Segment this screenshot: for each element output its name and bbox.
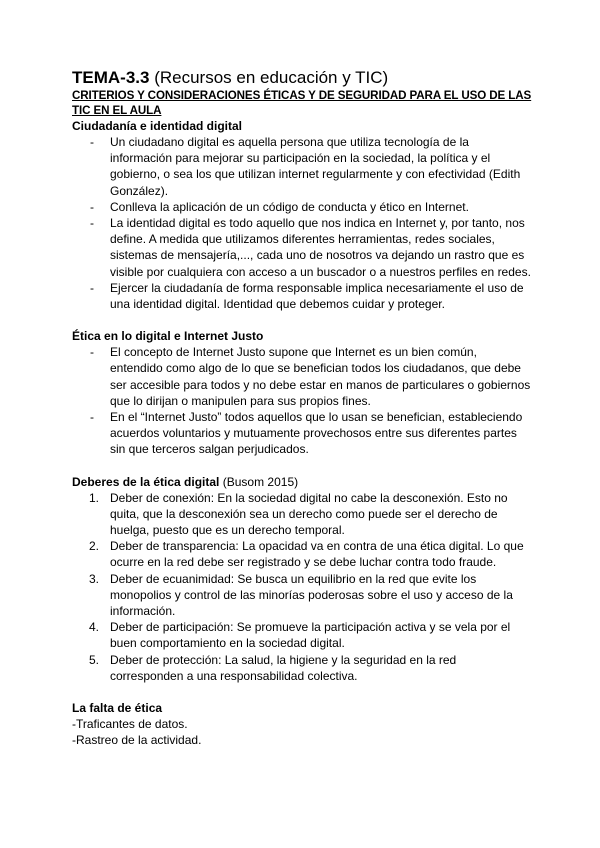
spacer (72, 312, 532, 328)
item-number: 1. (89, 490, 100, 505)
document-page (72, 68, 532, 749)
list-ciudadania (72, 134, 532, 312)
item-text: Deber de ecuanimidad: Se busca un equilibrio en la red que evite los monopolios y control de las minorías poderosas sobre el uso y acceso de la información. (110, 571, 513, 619)
list-deberes (72, 490, 532, 684)
list-item: - Un ciudadano digital es aquella persona que utiliza tecnología de la información para mejorar su participación en la sociedad, la política y el gobierno, o sea los que utilizan internet regularmente y con efectividad (Edith González). (110, 134, 532, 199)
item-number: 5. (89, 652, 100, 667)
page-subtitle: CRITERIOS Y CONSIDERACIONES ÉTICAS Y DE SEGURIDAD PARA EL USO DE LAS TIC EN EL AULA (72, 89, 532, 117)
deberes-heading-text: Deberes de la ética digital (72, 474, 220, 489)
title-topic: (Recursos en educación y TIC) (149, 68, 389, 87)
numbered-item (89, 571, 532, 620)
page-title (72, 68, 532, 88)
section-heading-ciudadania: Ciudadanía e identidad digital (72, 119, 243, 133)
text-line: -Traficantes de datos. (72, 717, 188, 732)
section-heading-etica: Ética en lo digital e Internet Justo (72, 329, 264, 344)
list-item: - En el “Internet Justo” todos aquellos que lo usan se benefician, estableciendo acuerdos voluntarios y mutuamente provechosos entre sus diferentes partes sin que terceros salgan perjudicados. (110, 409, 532, 458)
item-text: Deber de protección: La salud, la higiene y la seguridad en la red corresponden a una responsabilidad colectiva. (110, 652, 457, 683)
item-text: Deber de participación: Se promueve la participación activa y se vela por el buen comportamiento en la sociedad digital. (110, 620, 511, 651)
list-item: - La identidad digital es todo aquello que nos indica en Internet y, por tanto, nos define. A medida que utilizamos diferentes herramientas, redes sociales, sistemas de mensajería,..., cada uno de nosotros va dejando un rastro que es visible por cualquiera con acceso a un buscador o a nuestros perfiles en redes. (110, 215, 532, 280)
item-number: 4. (89, 620, 100, 635)
numbered-item (89, 619, 532, 651)
list-item: - El concepto de Internet Justo supone que Internet es un bien común, entendido como algo de lo que se benefician todos los ciudadanos, que debe ser accesible para todos y no debe estar en manos de particulares o gobiernos que lo dirijan o manipulen para sus propios fines. (110, 344, 532, 409)
numbered-item (89, 652, 532, 684)
numbered-item (89, 538, 532, 570)
item-number: 2. (89, 539, 100, 554)
spacer (72, 684, 532, 700)
list-etica (72, 344, 532, 457)
list-item: - Conlleva la aplicación de un código de conducta y ético en Internet. (110, 199, 532, 215)
item-number: 3. (89, 571, 100, 586)
deberes-heading-citation: (Busom 2015) (219, 474, 299, 489)
item-text: Deber de transparencia: La opacidad va en contra de una ética digital. Lo que ocurre en la red debe ser registrado y se debe luchar contra todo fraude. (110, 539, 524, 570)
section-heading-falta-etica: La falta de ética (72, 701, 163, 716)
spacer (72, 458, 532, 474)
title-code: TEMA-3.3 (72, 68, 150, 87)
item-text: Deber de conexión: En la sociedad digital no cabe la desconexión. Esto no quita, que la desconexión sea un derecho como puede ser el derecho de huelga, puesto que es un derecho temporal. (110, 490, 508, 538)
text-line: -Rastreo de la actividad. (72, 733, 202, 748)
list-item: - Ejercer la ciudadanía de forma responsable implica necesariamente el uso de una identidad digital. Identidad que debemos cuidar y proteger. (110, 280, 532, 312)
section-heading-deberes (72, 474, 532, 490)
numbered-item (89, 490, 532, 539)
